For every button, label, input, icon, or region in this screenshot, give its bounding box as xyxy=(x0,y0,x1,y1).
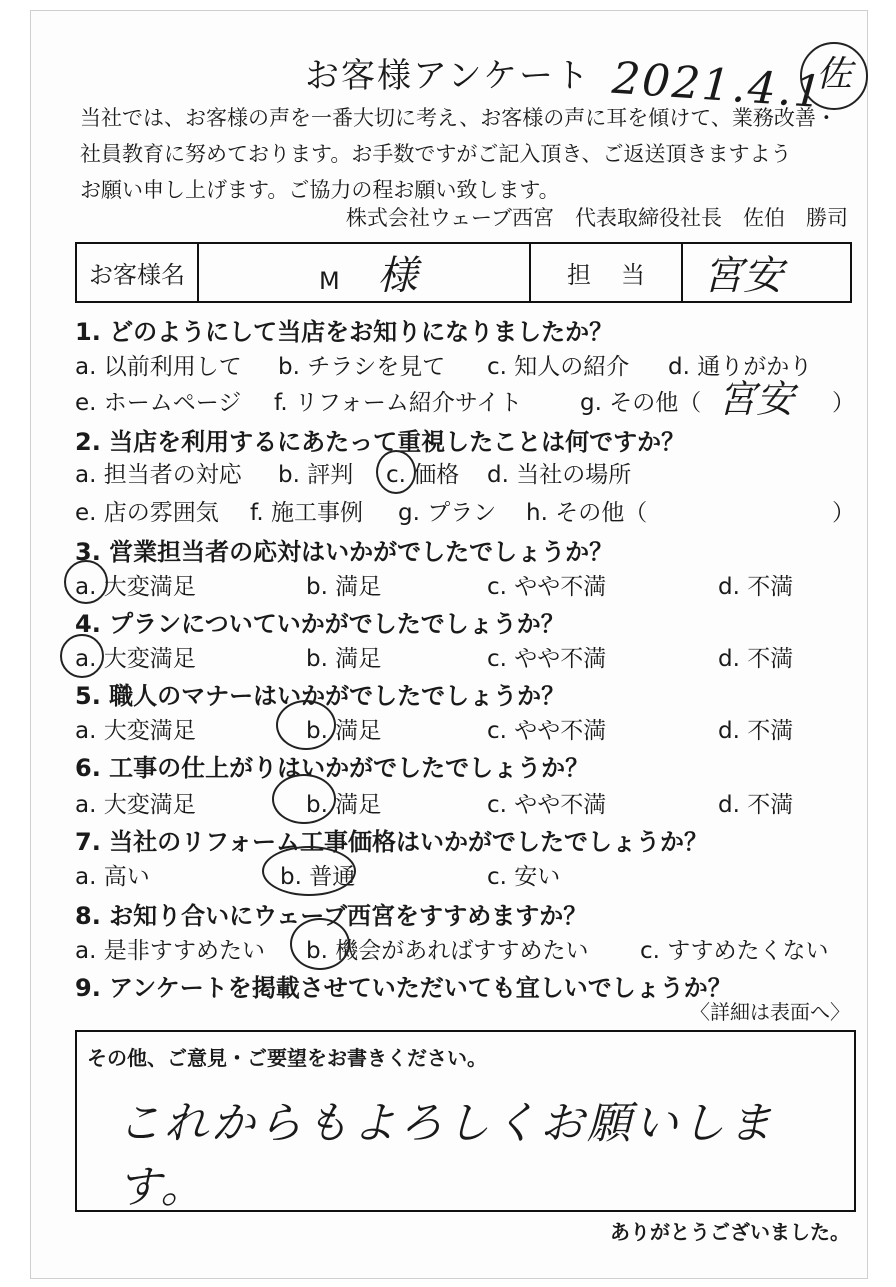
customer-header-table xyxy=(75,242,852,303)
option-1a[interactable]: a. 以前利用して xyxy=(75,354,242,380)
option-1d[interactable]: d. 通りがかり xyxy=(668,354,813,380)
selection-ring xyxy=(376,450,416,494)
option-8a[interactable]: a. 是非すすめたい xyxy=(75,938,265,964)
page-title: お客様アンケート xyxy=(305,56,591,96)
option-1f[interactable]: f. リフォーム紹介サイト xyxy=(274,390,523,416)
option-3d[interactable]: d. 不満 xyxy=(718,574,794,600)
selection-ring xyxy=(276,700,336,750)
other-answer-1: 宮安 xyxy=(718,377,795,421)
option-4d[interactable]: d. 不満 xyxy=(718,646,794,672)
option-2h[interactable]: h. その他（ xyxy=(526,500,648,526)
option-2e[interactable]: e. 店の雰囲気 xyxy=(75,500,219,526)
question-9: 9. アンケートを掲載させていただいても宜しいでしょうか？ xyxy=(75,974,732,1002)
intro-line: 社員教育に努めております。お手数ですがご記入頂き、ご返送頂きますよう xyxy=(80,142,792,166)
comment-text: これからもよろしくお願いします。 xyxy=(117,1098,775,1213)
option-4c[interactable]: c. やや不満 xyxy=(487,646,607,672)
selection-ring xyxy=(262,846,356,896)
selection-ring xyxy=(290,918,350,970)
option-3b[interactable]: b. 満足 xyxy=(306,574,382,600)
option-5a[interactable]: a. 大変満足 xyxy=(75,718,196,744)
comment-box[interactable] xyxy=(75,1030,856,1212)
option-8b[interactable]: b. 機会があればすすめたい xyxy=(306,938,589,964)
option-7c[interactable]: c. 安い xyxy=(487,864,561,890)
customer-label: お客様名 xyxy=(76,243,198,302)
close-paren: ） xyxy=(832,390,855,416)
option-2d[interactable]: d. 当社の場所 xyxy=(487,462,632,488)
option-8c[interactable]: c. すすめたくない xyxy=(640,938,829,964)
question-7: 7. 当社のリフォーム工事価格はいかがでしたでしょうか？ xyxy=(75,828,708,856)
option-1c[interactable]: c. 知人の紹介 xyxy=(487,354,630,380)
intro-line: 当社では、お客様の声を一番大切に考え、お客様の声に耳を傾けて、業務改善・ xyxy=(80,106,837,130)
option-1g[interactable]: g. その他（ xyxy=(580,390,702,416)
option-2c[interactable]: c. 価格 xyxy=(386,462,460,488)
staff-name: 宮安 xyxy=(703,253,783,299)
option-6c[interactable]: c. やや不満 xyxy=(487,792,607,818)
seal-stamp: 佐 xyxy=(800,42,868,110)
option-2f[interactable]: f. 施工事例 xyxy=(250,500,364,526)
option-3c[interactable]: c. やや不満 xyxy=(487,574,607,600)
intro-line: お願い申し上げます。ご協力の程お願い致します。 xyxy=(80,178,560,202)
detail-note: 〈詳細は表面へ〉 xyxy=(690,1000,850,1024)
option-7b[interactable]: b. 普通 xyxy=(280,864,356,890)
customer-name-field[interactable] xyxy=(198,243,530,302)
selection-ring xyxy=(60,634,104,678)
intro-text xyxy=(80,100,870,208)
question-8: 8. お知り合いにウェーブ西宮をすすめますか？ xyxy=(75,902,588,930)
thanks-text: ありがとうございました。 xyxy=(610,1220,850,1244)
question-6: 6. 工事の仕上がりはいかがでしたでしょうか？ xyxy=(75,754,590,782)
handwritten-date: 2021.4.1 xyxy=(610,52,826,119)
option-5d[interactable]: d. 不満 xyxy=(718,718,794,744)
question-3: 3. 営業担当者の応対はいかがでしたでしょうか？ xyxy=(75,538,614,566)
option-5c[interactable]: c. やや不満 xyxy=(487,718,607,744)
option-6b[interactable]: b. 満足 xyxy=(306,792,382,818)
option-7a[interactable]: a. 高い xyxy=(75,864,150,890)
option-1b[interactable]: b. チラシを見て xyxy=(278,354,446,380)
option-5b[interactable]: b. 満足 xyxy=(306,718,382,744)
option-6d[interactable]: d. 不満 xyxy=(718,792,794,818)
option-2a[interactable]: a. 担当者の対応 xyxy=(75,462,242,488)
comment-box-label: その他、ご意見・ご要望をお書きください。 xyxy=(87,1046,487,1070)
option-2g[interactable]: g. プラン xyxy=(398,500,497,526)
customer-initial: M xyxy=(319,267,340,295)
question-1: 1. どのようにして当店をお知りになりましたか？ xyxy=(75,318,614,346)
question-4: 4. プランについていかがでしたでしょうか？ xyxy=(75,610,565,638)
selection-ring xyxy=(272,774,336,824)
option-1e[interactable]: e. ホームページ xyxy=(75,390,242,416)
customer-honorific: 様 xyxy=(377,253,418,299)
selection-ring xyxy=(64,560,108,604)
option-4a[interactable]: a. 大変満足 xyxy=(75,646,196,672)
option-2b[interactable]: b. 評判 xyxy=(278,462,354,488)
option-4b[interactable]: b. 満足 xyxy=(306,646,382,672)
close-paren: ） xyxy=(832,500,855,526)
staff-label: 担当 xyxy=(530,243,682,302)
question-2: 2. 当店を利用するにあたって重視したことは何ですか？ xyxy=(75,428,686,456)
option-6a[interactable]: a. 大変満足 xyxy=(75,792,196,818)
staff-name-field[interactable] xyxy=(682,243,851,302)
company-signature: 株式会社ウェーブ西宮 代表取締役社長 佐伯 勝司 xyxy=(345,206,848,230)
question-5: 5. 職人のマナーはいかがでしたでしょうか？ xyxy=(75,682,566,710)
option-3a[interactable]: a. 大変満足 xyxy=(75,574,196,600)
